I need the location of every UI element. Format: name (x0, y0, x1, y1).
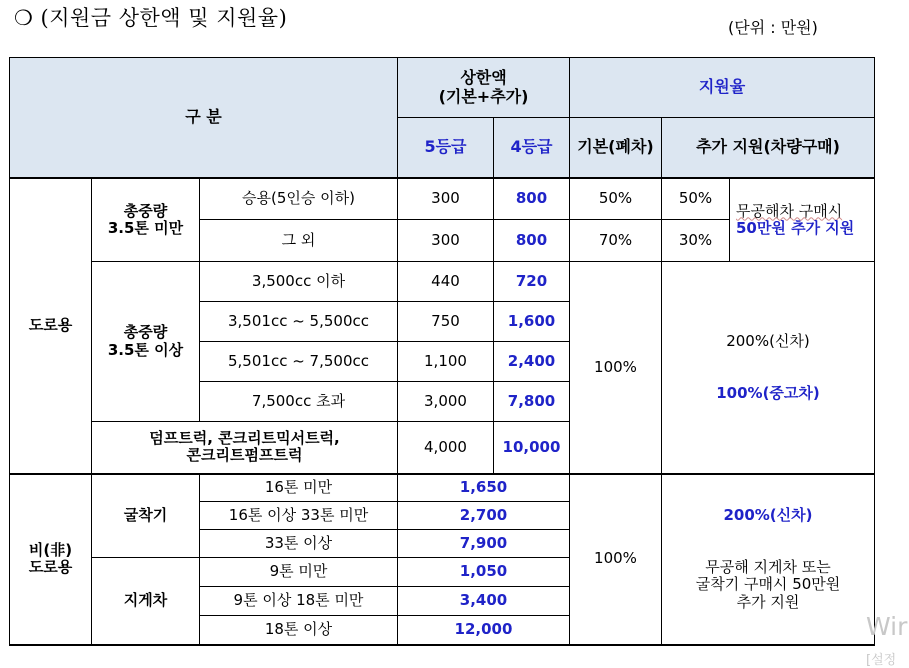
sub-category: 9톤 미만 (200, 558, 398, 587)
section-heading: ❍ (지원금 상한액 및 지원율) (14, 6, 288, 30)
offroad-label-line1: 비(非) (28, 540, 73, 559)
basic-rate: 50% (570, 178, 662, 220)
grade4-value: 1,600 (494, 302, 570, 342)
grade5-value: 1,100 (398, 342, 494, 382)
header-category: 구 분 (10, 58, 398, 178)
grade5-value: 300 (398, 220, 494, 262)
road-new-rate: 200%(신차) (726, 331, 810, 350)
over35-label (92, 262, 200, 422)
sub-category: 18톤 이상 (200, 616, 398, 645)
grade4-value: 10,000 (494, 422, 570, 474)
sub-category: 7,500cc 초과 (200, 382, 398, 422)
offroad-note-line1: 무공해 지게차 또는 (705, 558, 831, 576)
under35-label (92, 178, 200, 262)
offroad-note-line2: 굴착기 구매시 50만원 (695, 575, 841, 594)
road-additional-rate (662, 262, 875, 474)
grade4-value: 7,800 (494, 382, 570, 422)
cap-value: 2,700 (398, 502, 570, 530)
header-row-1 (10, 58, 875, 118)
over35-label-line2: 3.5톤 이상 (107, 340, 184, 359)
grade5-value: 300 (398, 178, 494, 220)
offroad-label-line2: 도로용 (28, 558, 73, 576)
road-basic-rate: 100% (570, 262, 662, 474)
watermark-subtext: [설정 (866, 653, 897, 668)
sub-category: 그 외 (200, 220, 398, 262)
subsidy-table (9, 57, 875, 646)
grade5-value: 3,000 (398, 382, 494, 422)
sub-category: 9톤 이상 18톤 미만 (200, 587, 398, 616)
cap-value: 1,650 (398, 474, 570, 502)
offroad-basic-rate: 100% (570, 474, 662, 645)
header-support-rate: 지원율 (570, 58, 875, 118)
table-row (10, 262, 875, 302)
offroad-label (10, 474, 92, 645)
additional-rate: 50% (662, 178, 730, 220)
cap-value: 3,400 (398, 587, 570, 616)
dump-label-line1: 덤프트럭, 콘크리트믹서트럭, (149, 429, 340, 447)
under35-note-line1: 무공해차 구매시 (736, 201, 843, 220)
forklift-label: 지게차 (92, 558, 200, 645)
offroad-additional-rate (662, 474, 875, 645)
under35-label-line1: 총중량 (123, 201, 168, 220)
watermark-text: Wir (866, 612, 908, 641)
road-label: 도로용 (10, 178, 92, 474)
table-row (10, 178, 875, 220)
header-additional: 추가 지원(차량구매) (662, 118, 875, 178)
header-cap (398, 58, 570, 118)
cap-value: 7,900 (398, 530, 570, 558)
sub-category: 3,501cc ~ 5,500cc (200, 302, 398, 342)
grade4-value: 800 (494, 220, 570, 262)
header-cap-line2: (기본+추가) (438, 86, 529, 106)
cap-value: 1,050 (398, 558, 570, 587)
additional-rate: 30% (662, 220, 730, 262)
grade5-value: 4,000 (398, 422, 494, 474)
grade4-value: 2,400 (494, 342, 570, 382)
sub-category: 16톤 이상 33톤 미만 (200, 502, 398, 530)
road-used-rate: 100%(중고차) (716, 383, 820, 402)
sub-category: 16톤 미만 (200, 474, 398, 502)
sub-category: 5,501cc ~ 7,500cc (200, 342, 398, 382)
dump-label-line2: 콘크리트펌프트럭 (186, 446, 303, 465)
grade5-value: 750 (398, 302, 494, 342)
under35-note (730, 178, 875, 262)
basic-rate: 70% (570, 220, 662, 262)
excavator-label: 굴착기 (92, 474, 200, 558)
grade4-value: 800 (494, 178, 570, 220)
header-grade4: 4등급 (494, 118, 570, 178)
header-grade5: 5등급 (398, 118, 494, 178)
offroad-new-rate: 200%(신차) (723, 506, 813, 525)
header-cap-line1: 상한액 (460, 68, 507, 88)
under35-note-line2: 50만원 추가 지원 (736, 218, 855, 237)
sub-category: 3,500cc 이하 (200, 262, 398, 302)
offroad-note-line3: 추가 지원 (736, 592, 800, 611)
grade5-value: 440 (398, 262, 494, 302)
under35-label-line2: 3.5톤 미만 (107, 218, 184, 237)
header-basic: 기본(폐차) (570, 118, 662, 178)
grade4-value: 720 (494, 262, 570, 302)
unit-label: (단위 : 만원) (728, 18, 818, 37)
table-row (10, 474, 875, 502)
sub-category: 33톤 이상 (200, 530, 398, 558)
cap-value: 12,000 (398, 616, 570, 645)
dump-label (92, 422, 398, 474)
sub-category: 승용(5인승 이하) (200, 178, 398, 220)
over35-label-line1: 총중량 (123, 323, 168, 342)
